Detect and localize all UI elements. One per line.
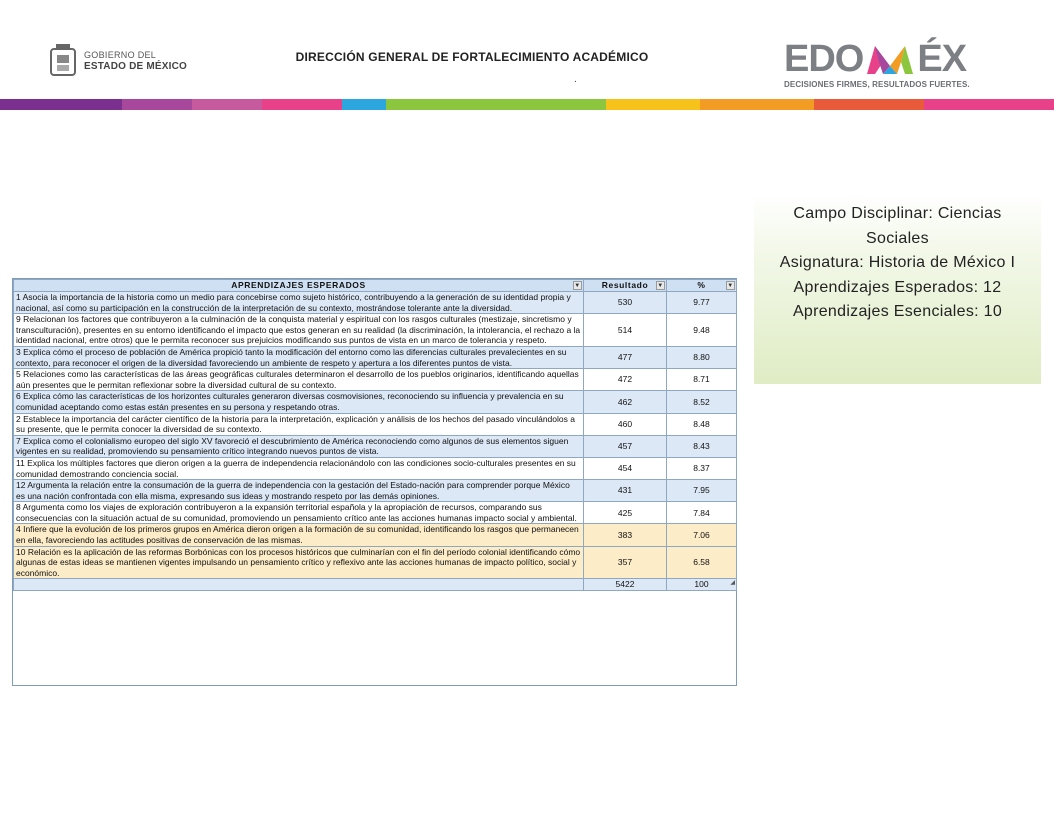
row-result: 472 <box>584 369 667 391</box>
row-result: 477 <box>584 346 667 368</box>
header-porcentaje: % ▼ <box>667 280 737 292</box>
row-pct: 9.48 <box>667 314 737 347</box>
table-row[interactable] <box>14 524 737 546</box>
color-bar <box>0 99 1054 110</box>
row-text: 11 Explica los múltiples factores que dieron origen a la guerra de independencia relacionándolo con las condiciones socio-culturales presentes en su comunidad demostrando conciencia social. <box>14 457 584 479</box>
header-dot: . <box>574 74 577 85</box>
table-row[interactable] <box>14 292 737 314</box>
row-pct: 8.80 <box>667 346 737 368</box>
total-result: 5422 <box>584 579 667 591</box>
row-text: 6 Explica cómo las características de los horizontes culturales generaron diversas cosmovisiones, reconociendo su influencia y prevalencia en su comunidad aceptando como estas están presentes en su persona y respetando otras. <box>14 391 584 413</box>
total-row <box>14 579 737 591</box>
total-pct: 100 ◢ <box>667 579 737 591</box>
gobierno-logo <box>48 42 188 80</box>
edomex-m-icon <box>865 44 915 74</box>
results-table <box>12 278 737 686</box>
info-esperados: Aprendizajes Esperados: 12 <box>793 278 1002 296</box>
row-text: 9 Relacionan los factores que contribuyeron a la culminación de la conquista material y espiritual con los rasgos culturales (mestizaje, sincretismo y transculturación), presentes en su entorno identificando el impacto que estos generan en su realidad (la discriminación, la intolerancia, el rechazo a la identidad nacional, entre otros) que le permita reconocer sus prejuicios modificando sus puntos de vista en un marco de tolerancia y respeto. <box>14 314 584 347</box>
row-pct: 8.52 <box>667 391 737 413</box>
color-bar-segment <box>476 99 606 110</box>
row-result: 460 <box>584 413 667 435</box>
row-result: 431 <box>584 480 667 502</box>
color-bar-segment <box>192 99 262 110</box>
row-result: 383 <box>584 524 667 546</box>
row-text: 4 Infiere que la evolución de los primeros grupos en América dieron origen a la formación de su comunidad, identificando los rasgos que permanecen en ella, favoreciendo las actitudes positivas de conservación de las mismas. <box>14 524 584 546</box>
row-result: 457 <box>584 435 667 457</box>
row-text: 7 Explica como el colonialismo europeo del siglo XV favoreció el descubrimiento de América reconociendo como algunos de sus elementos siguen vigentes en su realidad, promoviendo su pensamiento crítico integrando nuevos puntos de vista. <box>14 435 584 457</box>
color-bar-segment <box>386 99 476 110</box>
row-pct: 8.48 <box>667 413 737 435</box>
info-campo: Campo Disciplinar: Ciencias Sociales <box>793 205 1002 247</box>
row-result: 454 <box>584 457 667 479</box>
info-asignatura: Asignatura: Historia de México I <box>779 254 1016 271</box>
color-bar-segment <box>924 99 1054 110</box>
color-bar-segment <box>342 99 386 110</box>
row-text: 2 Establece la importancia del carácter científico de la historia para la interpretación, explicación y análisis de los hechos del pasado vinculándolos a su presente, que le permita conocer la diversidad de su contexto. <box>14 413 584 435</box>
color-bar-segment <box>814 99 924 110</box>
gov-line1: GOBIERNO DEL <box>84 50 157 60</box>
filter-dropdown-icon[interactable]: ▼ <box>727 283 734 289</box>
row-text: 3 Explica cómo el proceso de población de América propició tanto la modificación del entorno como las diferencias culturales prevalecientes en su contexto, para reconocer el origen de la diversidad favoreciendo un ambiente de respeto y apertura a los diferentes puntos de vista. <box>14 346 584 368</box>
row-text: 8 Argumenta como los viajes de exploración contribuyeron a la expansión territorial española y la apropiación de recursos, comparando sus consecuencias con la situación actual de su comunidad, promoviendo un pensamiento crítico ante las acciones humanas impacto social y ambiental. <box>14 502 584 524</box>
row-text: 1 Asocia la importancia de la historia como un medio para concebirse como sujeto histórico, contribuyendo a la generación de su identidad propia y nacional, así como su participación en la construcción de la interpretación de su contexto, mostrándose tolerante ante la diversidad. <box>14 292 584 314</box>
table-row[interactable] <box>14 314 737 347</box>
row-pct: 8.43 <box>667 435 737 457</box>
color-bar-segment <box>262 99 342 110</box>
row-result: 514 <box>584 314 667 347</box>
table-row[interactable] <box>14 346 737 368</box>
color-bar-segment <box>0 99 122 110</box>
table-row[interactable] <box>14 369 737 391</box>
row-pct: 9.77 <box>667 292 737 314</box>
slogan: DECISIONES FIRMES, RESULTADOS FUERTES. <box>784 80 970 89</box>
info-esenciales: Aprendizajes Esenciales: 10 <box>792 303 1003 320</box>
row-pct: 8.37 <box>667 457 737 479</box>
table-row[interactable] <box>14 480 737 502</box>
edomex-logo <box>784 40 994 90</box>
table-row[interactable] <box>14 413 737 435</box>
table-row[interactable] <box>14 391 737 413</box>
header-resultado: Resultado ▼ <box>584 280 667 292</box>
row-pct: 6.58 <box>667 546 737 579</box>
filter-dropdown-icon[interactable]: ▼ <box>657 283 664 289</box>
row-pct: 8.71 <box>667 369 737 391</box>
header-aprendizajes: APRENDIZAJES ESPERADOS ▼ <box>14 280 584 292</box>
brand-right: ÉX <box>917 38 967 80</box>
row-result: 530 <box>584 292 667 314</box>
row-text: 10 Relación es la aplicación de las reformas Borbónicas con los procesos históricos que culminarían con el fin del período colonial identificando cómo algunas de estas ideas se mantienen vigentes impulsando un pensamiento crítico y reflexivo ante las acciones humanas de impacto político, social y económico. <box>14 546 584 579</box>
gov-line2: ESTADO DE MÉXICO <box>84 61 188 72</box>
row-pct: 7.06 <box>667 524 737 546</box>
resize-handle-icon[interactable]: ◢ <box>730 580 735 587</box>
table-row[interactable] <box>14 502 737 524</box>
brand-left: EDO <box>784 38 864 80</box>
state-seal-icon <box>48 43 78 79</box>
row-text: 5 Relaciones como las características de las áreas geográficas culturales determinaron el desarrollo de los pueblos originarios, identificando aquellas aún presentes que le permitan reflexionar sobre la diversidad cultural de su contexto. <box>14 369 584 391</box>
table-row[interactable] <box>14 546 737 579</box>
color-bar-segment <box>606 99 700 110</box>
color-bar-segment <box>700 99 814 110</box>
row-result: 357 <box>584 546 667 579</box>
row-result: 425 <box>584 502 667 524</box>
info-box <box>754 194 1041 384</box>
page-title: DIRECCIÓN GENERAL DE FORTALECIMIENTO ACADÉMICO <box>295 50 649 64</box>
filter-dropdown-icon[interactable]: ▼ <box>574 283 581 289</box>
table-row[interactable] <box>14 457 737 479</box>
total-label-cell <box>14 579 584 591</box>
table-row[interactable] <box>14 435 737 457</box>
row-text: 12 Argumenta la relación entre la consumación de la guerra de independencia con la gestación del Estado-nación para comprender porque México es una nación confrontada con ella misma, expresando sus ideas y mostrando respeto por las demás opiniones. <box>14 480 584 502</box>
row-pct: 7.84 <box>667 502 737 524</box>
row-result: 462 <box>584 391 667 413</box>
row-pct: 7.95 <box>667 480 737 502</box>
color-bar-segment <box>122 99 192 110</box>
